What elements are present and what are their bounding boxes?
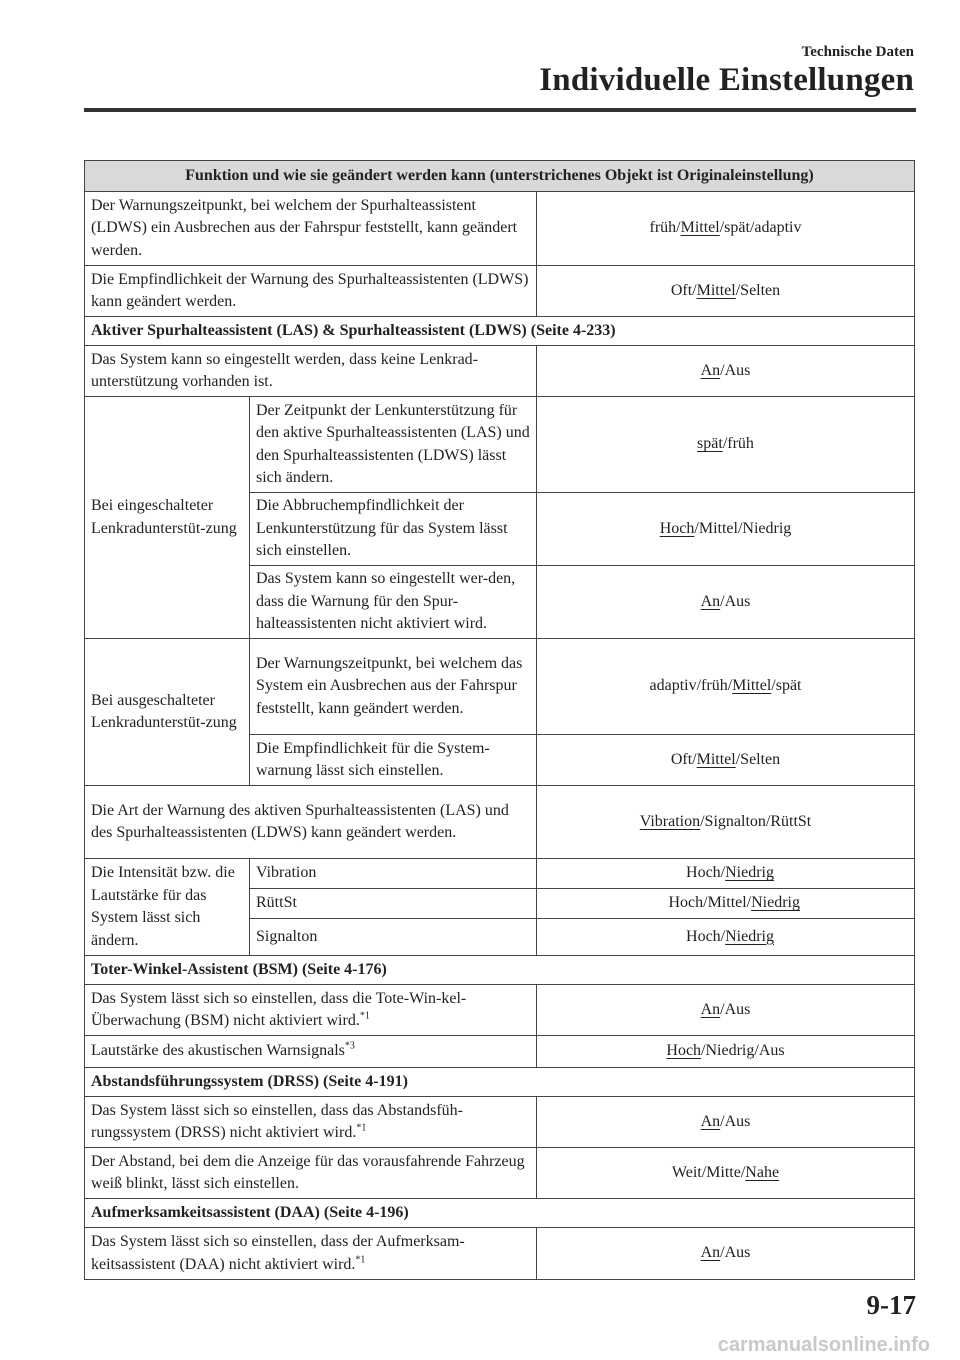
description-text: Lautstärke des akustischen Warnsignals — [91, 1042, 345, 1060]
table-row — [85, 786, 915, 859]
group-label: Bei ausgeschalteter Lenkradunterstüt-zung — [85, 639, 250, 786]
option-text: adaptiv/früh/ — [649, 677, 733, 695]
settings-table — [84, 160, 915, 1280]
setting-description: Die Art der Warnung des aktiven Spurhalteassistenten (LAS) und des Spurhalteassistenten (LDWS) kann geändert werden. — [85, 786, 537, 859]
table-row — [85, 1148, 915, 1199]
description-text: Das System lässt sich so einstellen, dass das Abstandsfüh-rungssystem (DRSS) nicht aktiviert wird. — [91, 1101, 463, 1141]
setting-options — [537, 889, 915, 919]
table-row — [85, 1036, 915, 1068]
setting-description: Das System kann so eingestellt wer-den, dass die Warnung für den Spur-halteassistenten nicht aktiviert wird. — [250, 566, 537, 639]
option-text: /Niedrig/Aus — [701, 1042, 785, 1060]
default-option: Niedrig — [725, 864, 774, 882]
table-row — [85, 192, 915, 266]
default-option: Mittel — [680, 219, 720, 237]
table-row — [85, 639, 915, 735]
default-option: Hoch — [659, 519, 695, 537]
default-option: An — [700, 592, 721, 610]
default-option: An — [700, 361, 721, 379]
setting-options — [537, 266, 915, 317]
table-row — [85, 1097, 915, 1148]
description-text: Das System lässt sich so einstellen, dass die Tote-Win-kel-Überwachung (BSM) nicht aktiviert wird. — [91, 989, 467, 1029]
option-text: /Aus — [720, 1000, 751, 1018]
page-number: 9-17 — [866, 1290, 916, 1320]
setting-description — [85, 1036, 537, 1068]
option-text: Weit/Mitte/ — [671, 1163, 746, 1181]
default-option: Niedrig — [725, 927, 774, 945]
setting-options — [537, 786, 915, 859]
setting-description: Signalton — [250, 919, 537, 956]
setting-options — [537, 1148, 915, 1199]
setting-options — [537, 1097, 915, 1148]
section-heading: Aktiver Spurhalteassistent (LAS) & Spurhalteassistent (LDWS) (Seite 4-233) — [85, 317, 915, 346]
section-row — [85, 1068, 915, 1097]
setting-description: Vibration — [250, 859, 537, 889]
section-row — [85, 317, 915, 346]
default-option: Mittel — [696, 281, 736, 299]
default-option: Nahe — [745, 1163, 780, 1181]
section-row — [85, 956, 915, 985]
setting-options — [537, 919, 915, 956]
default-option: An — [700, 1000, 721, 1018]
setting-description: Die Empfindlichkeit für die System-warnung lässt sich einstellen. — [250, 735, 537, 786]
setting-description: Die Abbruchempfindlichkeit der Lenkunterstützung für das System lässt sich einstellen. — [250, 493, 537, 566]
option-text: /Aus — [720, 1244, 751, 1262]
group-label: Die Intensität bzw. die Lautstärke für das System lässt sich ändern. — [85, 859, 250, 956]
description-text: Das System lässt sich so einstellen, dass der Aufmerksam-keitsassistent (DAA) nicht aktiviert wird. — [91, 1233, 465, 1273]
setting-options — [537, 859, 915, 889]
setting-options — [537, 1228, 915, 1280]
section-heading: Abstandsführungssystem (DRSS) (Seite 4-191) — [85, 1068, 915, 1097]
setting-description — [85, 1228, 537, 1280]
option-text: /Aus — [720, 1112, 751, 1130]
option-text: Hoch/Mittel/ — [668, 894, 752, 912]
default-option: Hoch — [666, 1042, 702, 1060]
setting-options — [537, 1036, 915, 1068]
setting-options — [537, 639, 915, 735]
setting-description — [85, 985, 537, 1036]
setting-options — [537, 735, 915, 786]
setting-description: Das System kann so eingestellt werden, dass keine Lenkrad-unterstützung vorhanden ist. — [85, 346, 537, 397]
section-heading: Toter-Winkel-Assistent (BSM) (Seite 4-176) — [85, 956, 915, 985]
option-text: /Mittel/Niedrig — [694, 519, 792, 537]
footnote-marker: *3 — [344, 1040, 355, 1052]
table-row — [85, 266, 915, 317]
table-header: Funktion und wie sie geändert werden kann (unterstrichenes Objekt ist Originaleinstellung) — [85, 161, 915, 192]
watermark: carmanualsonline.info — [717, 1334, 930, 1356]
option-text: /spät — [771, 677, 802, 695]
option-text: /früh — [722, 435, 754, 453]
setting-options — [537, 397, 915, 493]
table-row — [85, 859, 915, 889]
option-text: Hoch/ — [686, 927, 726, 945]
default-option: Vibration — [639, 812, 701, 830]
option-text: Hoch/ — [686, 864, 726, 882]
setting-options — [537, 985, 915, 1036]
footnote-marker: *1 — [359, 1010, 370, 1022]
setting-options — [537, 493, 915, 566]
option-text: /spät/adaptiv — [719, 219, 802, 237]
footnote-marker: *1 — [355, 1254, 366, 1266]
table-header-row — [85, 161, 915, 192]
group-label: Bei eingeschalteter Lenkradunterstüt-zung — [85, 397, 250, 639]
setting-description — [85, 1097, 537, 1148]
section-label: Technische Daten — [801, 44, 914, 60]
page-title: Individuelle Einstellungen — [539, 62, 914, 98]
setting-description: Der Warnungszeitpunkt, bei welchem das System ein Ausbrechen aus der Fahrspur feststellt, kann geändert werden. — [250, 639, 537, 735]
option-text: /Signalton/RüttSt — [700, 812, 812, 830]
section-heading: Aufmerksamkeitsassistent (DAA) (Seite 4-196) — [85, 1199, 915, 1228]
table-row — [85, 397, 915, 493]
setting-options — [537, 566, 915, 639]
table-row — [85, 346, 915, 397]
table-row — [85, 1228, 915, 1280]
setting-description: Die Empfindlichkeit der Warnung des Spurhalteassistenten (LDWS) kann geändert werden. — [85, 266, 537, 317]
default-option: Mittel — [732, 677, 772, 695]
header-rule — [84, 108, 916, 112]
setting-options — [537, 192, 915, 266]
table-row — [85, 985, 915, 1036]
default-option: spät — [697, 435, 723, 453]
option-text: früh/ — [649, 219, 681, 237]
setting-description: Der Zeitpunkt der Lenkunterstützung für den aktive Spurhalteassistenten (LAS) und den Spurhalteassistenten (LDWS) lässt sich ändern. — [250, 397, 537, 493]
setting-description: Der Abstand, bei dem die Anzeige für das vorausfahrende Fahrzeug weiß blinkt, lässt sich einstellen. — [85, 1148, 537, 1199]
default-option: An — [700, 1244, 721, 1262]
option-text: Oft/ — [670, 750, 697, 768]
option-text: /Selten — [735, 281, 781, 299]
footnote-marker: *1 — [356, 1122, 367, 1134]
setting-description: RüttSt — [250, 889, 537, 919]
default-option: Niedrig — [751, 894, 800, 912]
option-text: /Selten — [735, 750, 781, 768]
option-text: Oft/ — [670, 281, 697, 299]
setting-description: Der Warnungszeitpunkt, bei welchem der Spurhalteassistent (LDWS) ein Ausbrechen aus der Fahrspur feststellt, kann geändert werden. — [85, 192, 537, 266]
setting-options — [537, 346, 915, 397]
default-option: Mittel — [696, 750, 736, 768]
option-text: /Aus — [720, 592, 751, 610]
section-row — [85, 1199, 915, 1228]
option-text: /Aus — [720, 361, 751, 379]
default-option: An — [700, 1112, 721, 1130]
